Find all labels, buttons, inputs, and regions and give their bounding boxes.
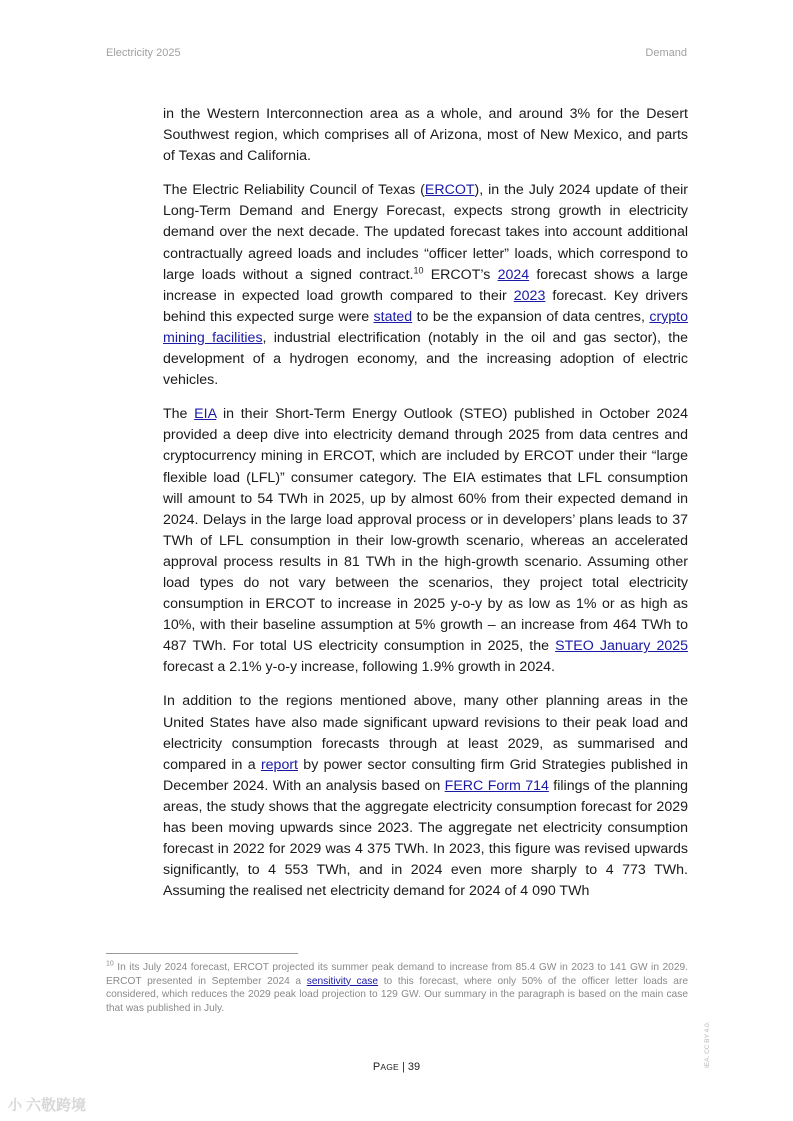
watermark: [8, 1094, 86, 1115]
paragraph-text: ERCOT’s: [423, 266, 498, 283]
paragraph-2: [163, 180, 688, 391]
eia-link[interactable]: EIA: [194, 406, 217, 423]
footnote-number: 10: [106, 960, 114, 968]
ercot-2024-link[interactable]: 2024: [497, 266, 530, 283]
report-link[interactable]: report: [260, 756, 298, 773]
watermark-icon: 小: [8, 1096, 22, 1113]
paragraph-text: by power sector consulting firm Grid Strategies published in December 2024. With an analysis based on: [163, 756, 688, 794]
crypto-mining-link[interactable]: crypto mining facilities: [163, 308, 688, 346]
body-text: [163, 104, 688, 915]
watermark-text: 六敬跨境: [26, 1097, 87, 1114]
footnote: [106, 961, 688, 1015]
paragraph-1: [163, 104, 688, 167]
footnote-ref: 10: [413, 264, 424, 275]
ferc-form-link[interactable]: FERC Form 714: [444, 777, 549, 794]
paragraph-text: forecast a 2.1% y-o-y increase, following 1.9% growth in 2024.: [163, 659, 555, 676]
footnote-text: to this forecast, where only 50% of the officer letter loads are considered, which reduces the 2029 peak load projection to 129 GW. Our summary in the paragraph is based on the main case that was published in July.: [106, 975, 688, 1014]
paragraph-text: forecast shows a large increase in expected load growth compared to their: [163, 266, 689, 304]
footnote-text: In its July 2024 forecast, ERCOT projected its summer peak demand to increase from 85.4 GW in 2023 to 141 GW in 2029. ERCOT presented in September 2024 a: [106, 962, 688, 987]
page-separator: |: [398, 1061, 408, 1073]
paragraph-text: in the Western Interconnection area as a whole, and around 3% for the Desert Southwest region, which comprises all of Arizona, most of New Mexico, and parts of Texas and California.: [163, 106, 688, 165]
paragraph-text: forecast. Key drivers behind this expected surge were: [163, 287, 688, 325]
paragraph-text: to be the expansion of data centres,: [412, 308, 650, 325]
steo-link[interactable]: STEO January 2025: [555, 638, 689, 655]
stated-link[interactable]: stated: [373, 308, 413, 325]
ercot-2023-link[interactable]: 2023: [513, 287, 546, 304]
footnote-divider: [106, 953, 298, 954]
paragraph-3: [163, 404, 688, 678]
paragraph-text: The Electric Reliability Council of Texas (: [163, 182, 425, 199]
sensitivity-case-link[interactable]: sensitivity case: [306, 975, 379, 987]
license-note: IEA. CC BY 4.0.: [704, 1021, 711, 1068]
page-number: [0, 1061, 793, 1073]
ercot-link[interactable]: ERCOT: [424, 182, 475, 199]
running-header-section: Demand: [645, 47, 687, 59]
paragraph-text: , industrial electrification (notably in the oil and gas sector), the development of a hydrogen economy, and the increasing adoption of electric vehicles.: [163, 329, 688, 389]
page-label: PAGE: [372, 1061, 399, 1073]
paragraph-4: [163, 691, 688, 902]
paragraph-text: in their Short-Term Energy Outlook (STEO) published in October 2024 provided a deep dive into electricity demand through 2025 from data centres and cryptocurrency mining in ERCOT, which are included by ERCOT under their “large flexible load (LFL)” consumer category. The EIA estimates that LFL consumption will amount to 54 TWh in 2025, up by almost 60% from their expected demand in 2024. Delays in the large load approval process or in developers’ plans leads to 37 TWh of LFL consumption in their low-growth scenario, whereas an accelerated approval process results in 81 TWh in the high-growth scenario. Assuming other load types do not vary between the scenarios, they project total electricity consumption in ERCOT to increase in 2025 y-o-y by as low as 1% or as high as 10%, with their baseline assumption at 5% growth – an increase from 464 TWh to 487 TWh. For total US electricity consumption in 2025, the: [163, 406, 688, 655]
paragraph-text: ), in the July 2024 update of their Long-Term Demand and Energy Forecast, expects strong growth in electricity demand over the next decade. The updated forecast takes into account additional contractually agreed loads and includes “officer letter” loads, which correspond to large loads without a signed contract.: [163, 182, 689, 283]
paragraph-text: The: [163, 406, 195, 423]
page-number-value: 39: [407, 1061, 421, 1073]
paragraph-text: In addition to the regions mentioned above, many other planning areas in the United States have also made significant upward revisions to their peak load and electricity consumption forecasts through at least 2029, as summarised and compared in a: [163, 693, 688, 773]
running-header-title: Electricity 2025: [106, 47, 181, 59]
paragraph-text: filings of the planning areas, the study shows that the aggregate electricity consumption forecast for 2029 has been moving upwards since 2023. The aggregate net electricity consumption forecast in 2022 for 2029 was 4 375 TWh. In 2023, this figure was revised upwards significantly, to 4 553 TWh, and in 2024 even more sharply to 4 773 TWh. Assuming the realised net electricity demand for 2024 of 4 090 TWh: [163, 777, 689, 900]
